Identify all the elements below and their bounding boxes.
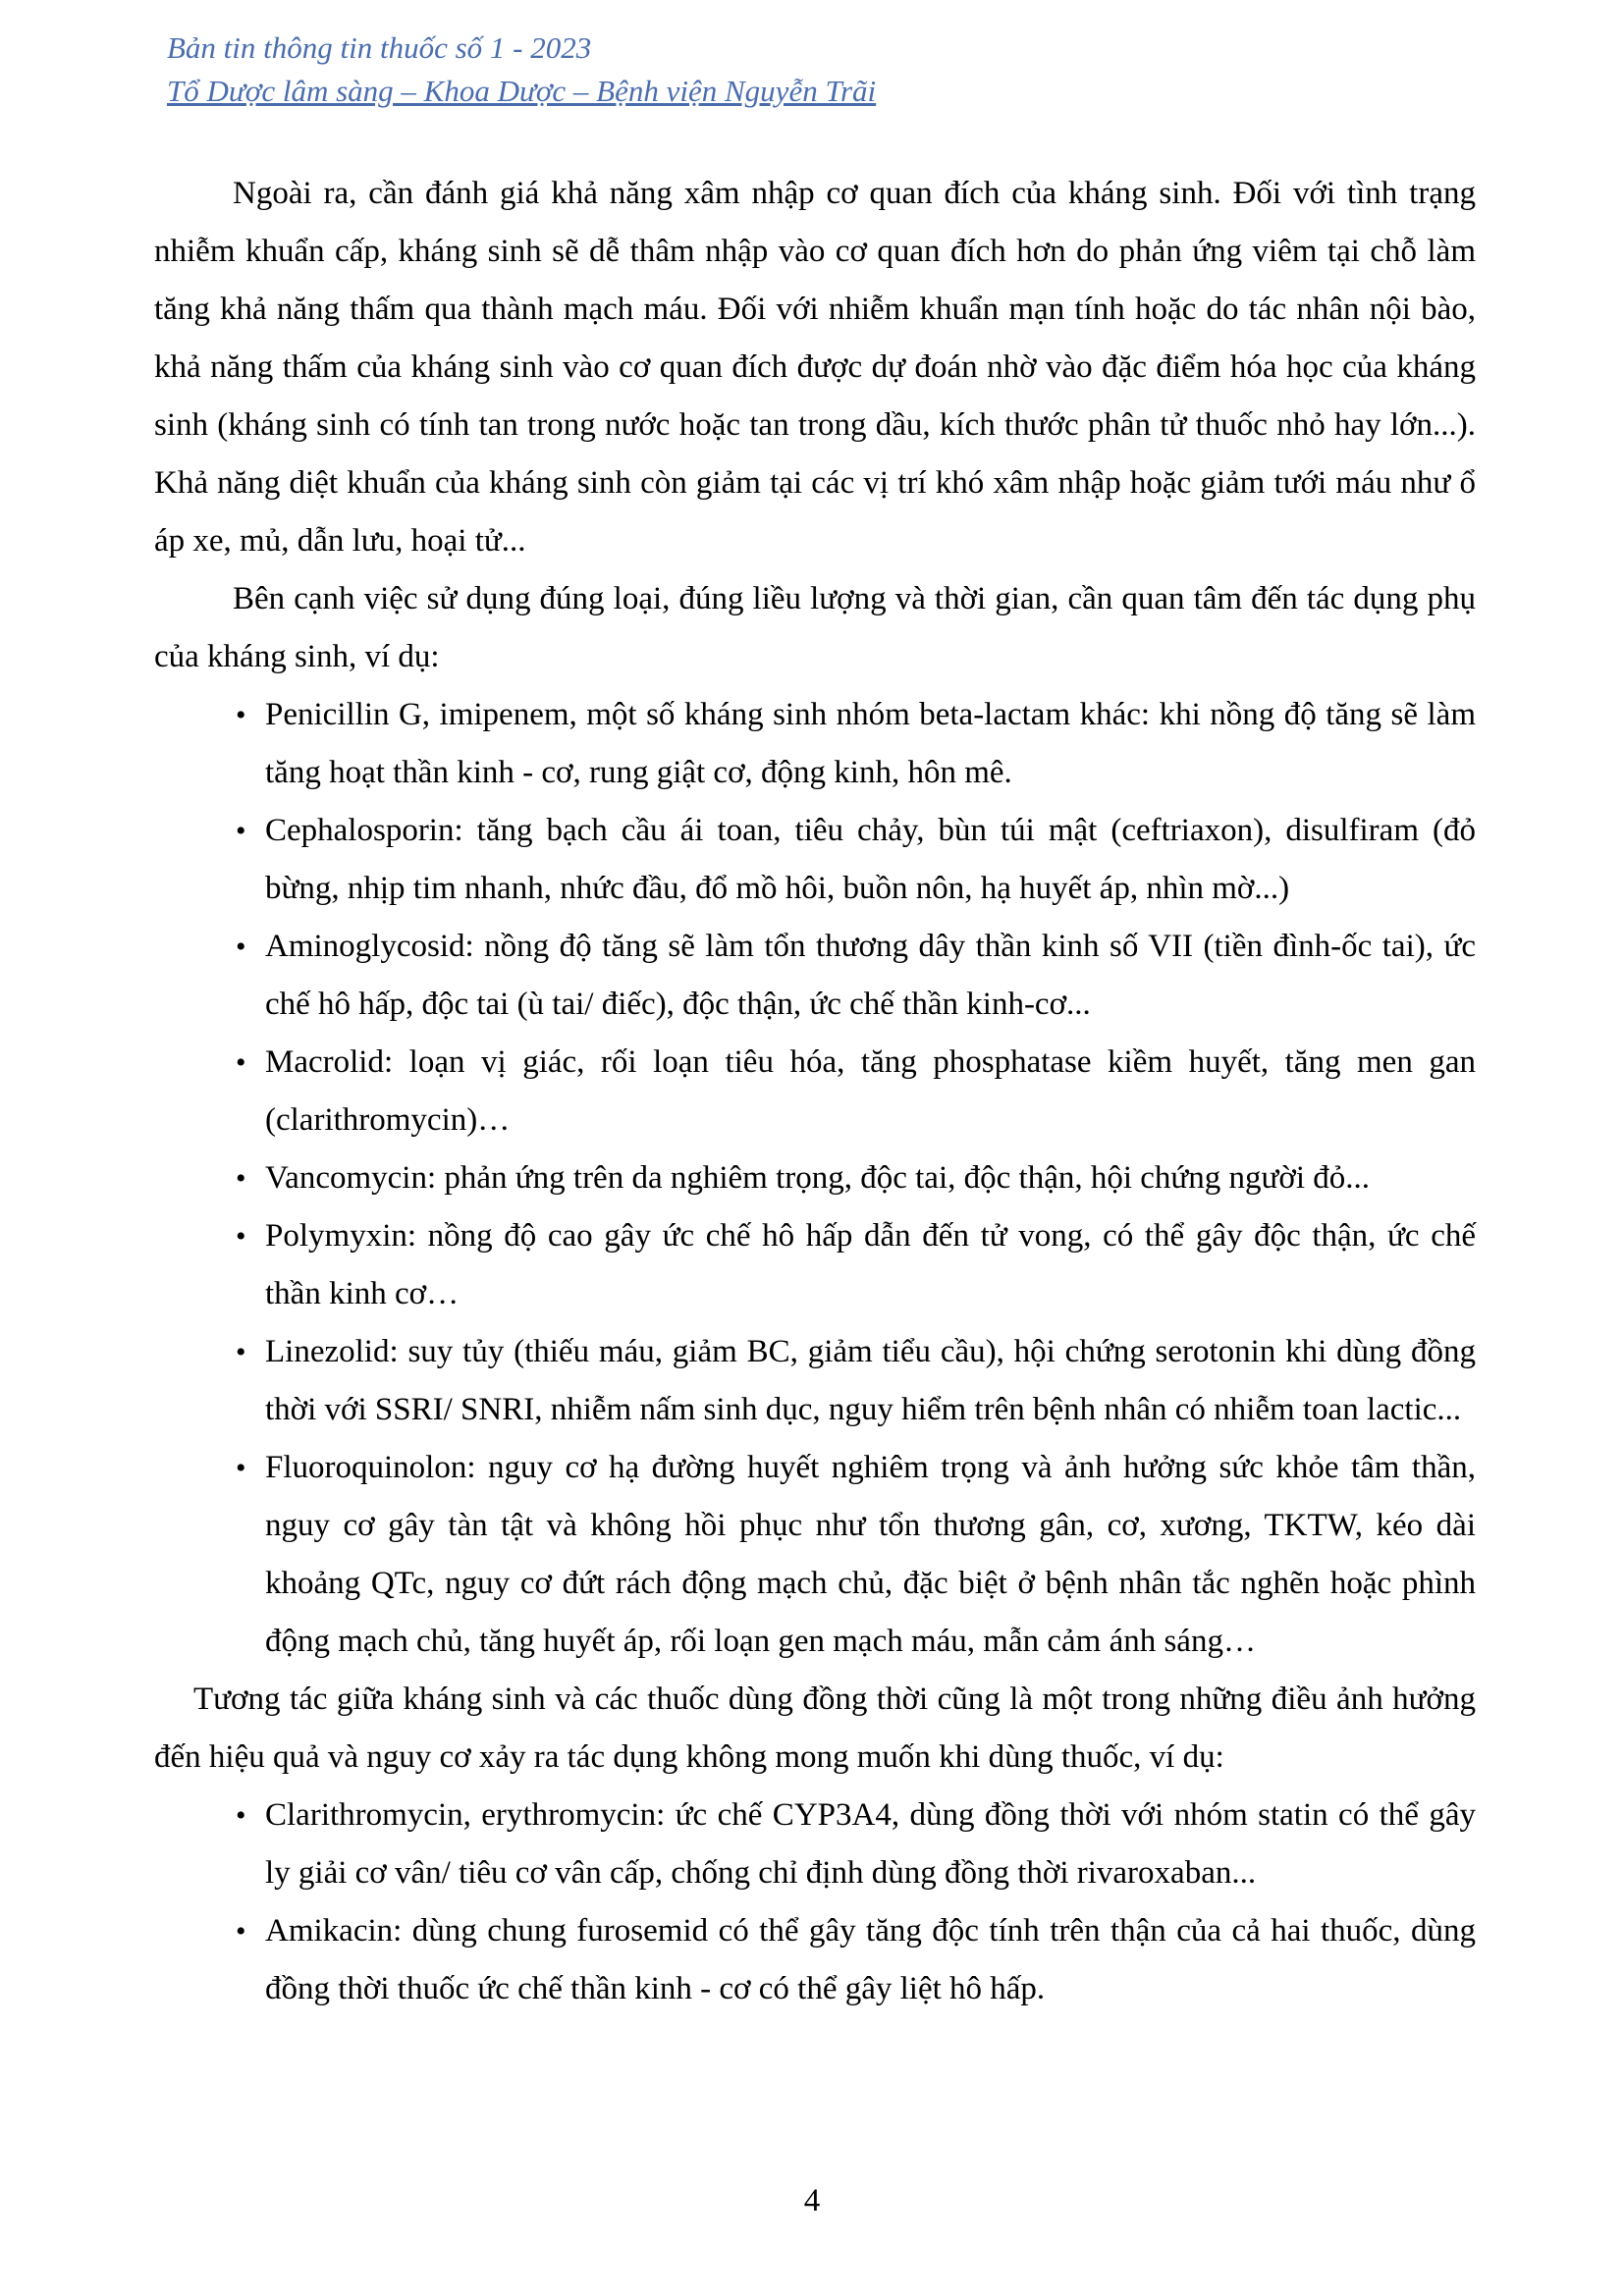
- list-item-text: Fluoroquinolon: nguy cơ hạ đường huyết nghiêm trọng và ảnh hưởng sức khỏe tâm thần, nguy cơ gây tàn tật và không hồi phục như tổn thương gân, cơ, xương, TKTW, kéo dài khoảng QTc, nguy cơ đứt rách động mạch chủ, đặc biệt ở bệnh nhân tắc nghẽn hoặc phình động mạch chủ, tăng huyết áp, rối loạn gen mạch máu, mẫn cảm ánh sáng…: [265, 1450, 1476, 1659]
- list-item-vancomycin: [154, 1149, 1476, 1207]
- list-item-cephalosporin: [154, 802, 1476, 918]
- bullet-icon: •: [236, 1220, 246, 1253]
- list-item-text: Linezolid: suy tủy (thiếu máu, giảm BC, giảm tiểu cầu), hội chứng serotonin khi dùng đồng thời với SSRI/ SNRI, nhiễm nấm sinh dục, nguy hiểm trên bệnh nhân có nhiễm toan lactic...: [265, 1334, 1476, 1427]
- list-item-polymyxin: [154, 1207, 1476, 1323]
- list-item-penicillin: [154, 686, 1476, 802]
- bullet-icon: •: [236, 1915, 246, 1948]
- interactions-list: [154, 1787, 1476, 2018]
- list-item-text: Vancomycin: phản ứng trên da nghiêm trọng, độc tai, độc thận, hội chứng người đỏ...: [265, 1160, 1371, 1196]
- list-item-text: Cephalosporin: tăng bạch cầu ái toan, tiêu chảy, bùn túi mật (ceftriaxon), disulfiram (đỏ bừng, nhịp tim nhanh, nhức đầu, đổ mồ hôi, buồn nôn, hạ huyết áp, nhìn mờ...): [265, 813, 1476, 906]
- page-footer: [0, 2183, 1624, 2219]
- paragraph-target-penetration: Ngoài ra, cần đánh giá khả năng xâm nhập cơ quan đích của kháng sinh. Đối với tình trạng nhiễm khuẩn cấp, kháng sinh sẽ dễ thâm nhập vào cơ quan đích hơn do phản ứng viêm tại chỗ làm tăng khả năng thấm qua thành mạch máu. Đối với nhiễm khuẩn mạn tính hoặc do tác nhân nội bào, khả năng thấm của kháng sinh vào cơ quan đích được dự đoán nhờ vào đặc điểm hóa học của kháng sinh (kháng sinh có tính tan trong nước hoặc tan trong dầu, kích thước phân tử thuốc nhỏ hay lớn...). Khả năng diệt khuẩn của kháng sinh còn giảm tại các vị trí khó xâm nhập hoặc giảm tưới máu như ổ áp xe, mủ, dẫn lưu, hoại tử...: [154, 176, 1476, 559]
- side-effects-list: [154, 686, 1476, 1671]
- bullet-icon: •: [236, 1799, 246, 1832]
- list-item-aminoglycosid: [154, 918, 1476, 1034]
- bullet-icon: •: [236, 1336, 246, 1368]
- document-header: [167, 27, 876, 112]
- list-item-macrolid: [154, 1034, 1476, 1149]
- bullet-icon: •: [236, 931, 246, 963]
- page-number: 4: [803, 2183, 821, 2218]
- paragraph-interactions-intro: Tương tác giữa kháng sinh và các thuốc dùng đồng thời cũng là một trong những điều ảnh hưởng đến hiệu quả và nguy cơ xảy ra tác dụng không mong muốn khi dùng thuốc, ví dụ:: [154, 1682, 1476, 1775]
- document-body: [154, 165, 1476, 2018]
- newsletter-title: Bản tin thông tin thuốc số 1 - 2023: [167, 30, 592, 65]
- paragraph-side-effects-intro: Bên cạnh việc sử dụng đúng loại, đúng liều lượng và thời gian, cần quan tâm đến tác dụng phụ của kháng sinh, ví dụ:: [154, 581, 1476, 674]
- list-item-text: Clarithromycin, erythromycin: ức chế CYP3A4, dùng đồng thời với nhóm statin có thể gây ly giải cơ vân/ tiêu cơ vân cấp, chống chỉ định dùng đồng thời rivaroxaban...: [265, 1797, 1476, 1891]
- bullet-icon: •: [236, 1452, 246, 1484]
- bullet-icon: •: [236, 699, 246, 731]
- bullet-icon: •: [236, 1046, 246, 1079]
- list-item-text: Polymyxin: nồng độ cao gây ức chế hô hấp dẫn đến tử vong, có thể gây độc thận, ức chế thần kinh cơ…: [265, 1218, 1476, 1311]
- bullet-icon: •: [236, 1162, 246, 1195]
- list-item-text: Amikacin: dùng chung furosemid có thể gây tăng độc tính trên thận của cả hai thuốc, dùng đồng thời thuốc ức chế thần kinh - cơ có thể gây liệt hô hấp.: [265, 1913, 1476, 2006]
- list-item-text: Macrolid: loạn vị giác, rối loạn tiêu hóa, tăng phosphatase kiềm huyết, tăng men gan (clarithromycin)…: [265, 1044, 1476, 1138]
- bullet-icon: •: [236, 815, 246, 847]
- list-item-fluoroquinolon: [154, 1439, 1476, 1671]
- list-item-amikacin: [154, 1902, 1476, 2018]
- list-item-text: Penicillin G, imipenem, một số kháng sinh nhóm beta-lactam khác: khi nồng độ tăng sẽ làm tăng hoạt thần kinh - cơ, rung giật cơ, động kinh, hôn mê.: [265, 697, 1476, 790]
- list-item-clarithromycin: [154, 1787, 1476, 1902]
- department-subtitle: Tổ Dược lâm sàng – Khoa Dược – Bệnh viện Nguyễn Trãi: [167, 74, 877, 108]
- list-item-linezolid: [154, 1323, 1476, 1439]
- list-item-text: Aminoglycosid: nồng độ tăng sẽ làm tổn thương dây thần kinh số VII (tiền đình-ốc tai), ức chế hô hấp, độc tai (ù tai/ điếc), độc thận, ức chế thần kinh-cơ...: [265, 929, 1476, 1022]
